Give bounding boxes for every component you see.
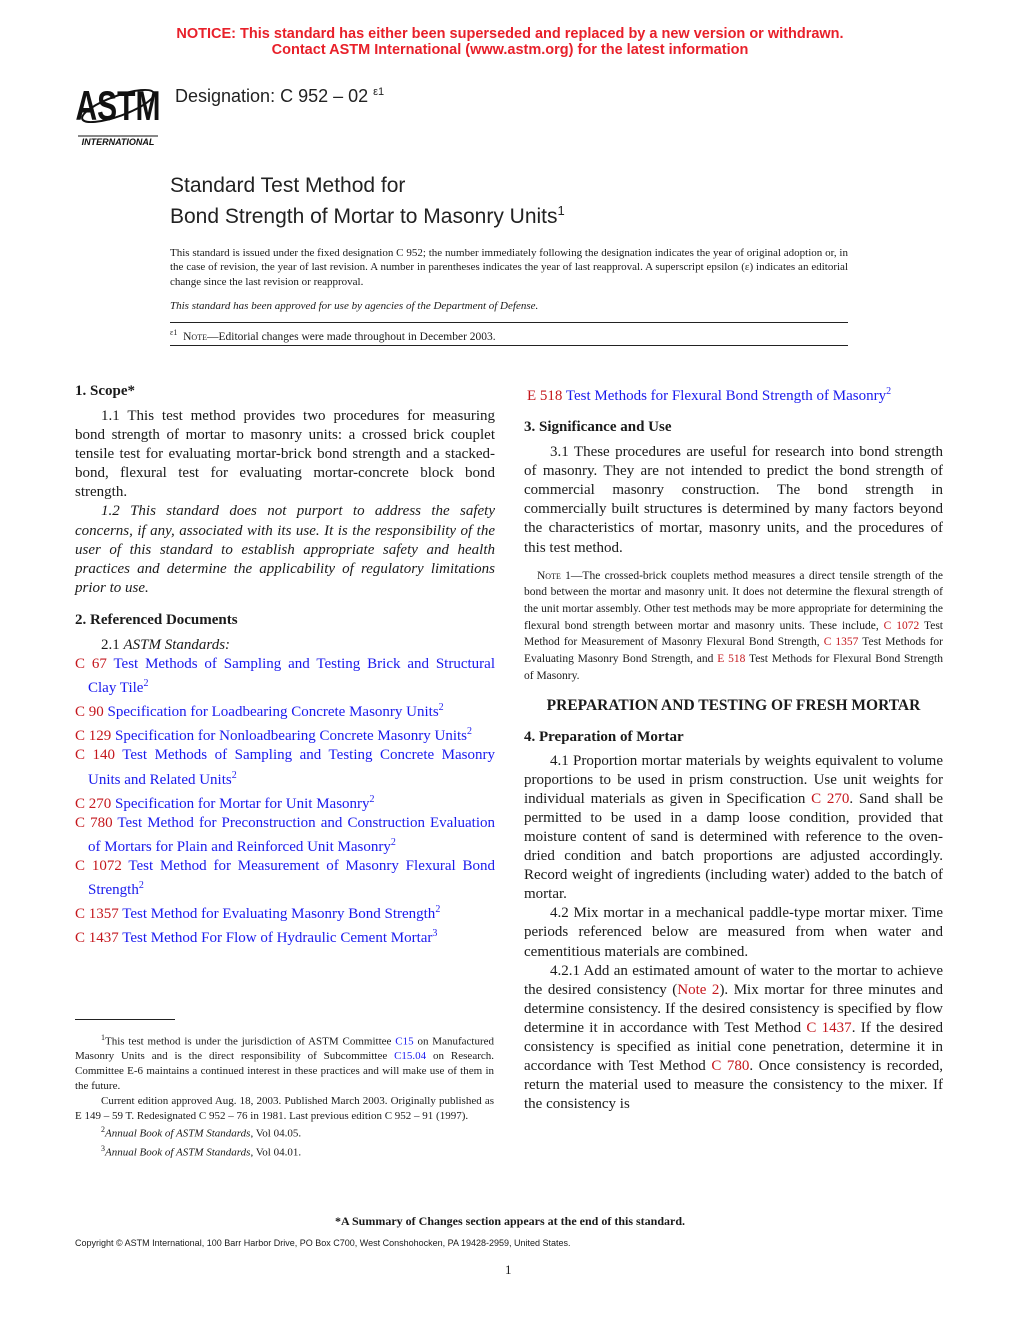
reference-title-link[interactable]: Test Methods for Flexural Bond Strength of Masonry <box>565 388 887 404</box>
committee-link[interactable]: C15 <box>395 1035 414 1048</box>
reference-list <box>524 382 943 406</box>
document-title <box>170 173 565 229</box>
text-run: . Sand shall be permitted to be used in a damp loose condition, provided that moisture content of sand is determined with reference to the oven-dried condition and batch proportions are adjusted accordingly. Record weight of ingredients (including water) added to the batch of mortar. <box>524 790 943 903</box>
reference-title-link[interactable]: Test Method for Measurement of Masonry Flexural Bond Strength <box>88 857 495 898</box>
paragraph: 3.1 These procedures are useful for research into bond strength of masonry. They are not intended to predict the bond strength of commercial masonry construction. The bond strength in commercially built structures is determined by many factors beyond the characteristics of mortar, masonry units, and the procedures of this test method. <box>524 444 943 556</box>
footnote-marker: 2 <box>101 1125 105 1135</box>
safety-paragraph: 1.2 This standard does not purport to address the safety concerns, if any, associated with its use. It is the responsibility of the user of this standard to establish appropriate safety and health practices and determine the applicability of regulatory limitations prior to use. <box>75 503 495 596</box>
reference-code-link[interactable]: E 518 <box>527 388 566 404</box>
cross-reference-link[interactable]: C 1357 <box>823 636 859 649</box>
reference-title-link[interactable]: Test Methods of Sampling and Testing Concrete Masonry Units and Related Units <box>88 747 496 788</box>
reference-title-link[interactable]: Specification for Mortar for Unit Masonry <box>115 795 370 812</box>
editorial-text: —Editorial changes were made throughout in December 2003. <box>206 330 496 343</box>
reference-item[interactable] <box>75 655 495 698</box>
designation-epsilon: ε1 <box>373 86 385 98</box>
text-run: . If the desired consistency is specified as initial cone penetration, determine it in accordance with Test Method <box>524 1019 943 1075</box>
section-heading: 1. Scope* <box>75 383 135 399</box>
editorial-note <box>170 328 496 343</box>
reference-item[interactable] <box>75 900 495 924</box>
title-footnote-ref: 1 <box>557 203 565 218</box>
text-run: on Manufactured Masonry Units and is the direct responsibility of Subcommittee <box>75 1035 494 1063</box>
text-run: Annual Book of ASTM Standards <box>105 1146 251 1159</box>
text-run: 4.1 Proportion mortar materials by weights equivalent to volume proportions to be used in prism construction. Use unit weights for individual materials as given in Specification <box>524 752 943 807</box>
text-run: 4.2.1 Add an estimated amount of water to the mortar to achieve the desired consistency ( <box>524 962 943 998</box>
page-number: 1 <box>505 1262 512 1277</box>
preamble: This standard is issued under the fixed designation C 952; the number immediately following the designation indicates the year of original adoption or, in the case of revision, the year of last revision. A number in parentheses indicates the year of last reapproval. A superscript epsilon (ε) indicates an editorial change since the last revision or reapproval. <box>170 247 848 288</box>
text-run: Test Methods for Flexural Bond Strength of Masonry. <box>524 653 943 682</box>
divider <box>170 345 848 346</box>
section-heading: 4. Preparation of Mortar <box>524 728 684 745</box>
title-line-1: Standard Test Method for <box>170 174 406 197</box>
cross-reference-link[interactable]: E 518 <box>717 653 746 666</box>
right-column <box>524 382 943 1114</box>
reference-code-link[interactable]: C 1072 <box>75 857 129 874</box>
text-run: , Vol 04.05. <box>250 1128 302 1141</box>
text-run: 4.2 Mix mortar in a mechanical paddle-type mortar mixer. Time periods referenced below are measured from when water and cementitious materials are combined. <box>524 905 943 960</box>
note-label: Note <box>183 330 207 343</box>
footnote-marker: 2 <box>390 836 396 848</box>
reference-item[interactable] <box>75 814 495 857</box>
footnote-marker: 2 <box>231 769 237 781</box>
footnote-marker: 2 <box>435 904 441 916</box>
cross-reference-link[interactable]: C 1072 <box>883 619 920 632</box>
footnote-marker: 2 <box>438 702 444 714</box>
paragraph-4-2 <box>524 904 943 961</box>
supersede-notice <box>0 26 1020 58</box>
dod-approval: This standard has been approved for use by agencies of the Department of Defense. <box>170 300 539 312</box>
title-line-2: Bond Strength of Mortar to Masonry Units <box>170 205 558 228</box>
section-heading: 3. Significance and Use <box>524 419 672 436</box>
footnote-marker: 2 <box>467 726 473 738</box>
text-run: Current edition approved Aug. 18, 2003. Published March 2003. Originally published as E 149 – 59 T. Redesignated C 952 – 76 in 1981. Last previous edition C 952 – 91 (1997). <box>75 1094 494 1122</box>
footnote-marker: 2 <box>886 386 892 397</box>
footnote-rule <box>75 1019 175 1020</box>
reference-title-link[interactable]: Specification for Loadbearing Concrete Masonry Units <box>107 704 439 721</box>
note-label: Note <box>537 569 561 582</box>
committee-link[interactable]: C15.04 <box>394 1050 427 1063</box>
footnote-marker: 1 <box>101 1033 105 1042</box>
cross-reference-link[interactable]: Note 2 <box>677 981 720 998</box>
text-run: Test Method for Measurement of Masonry Flexural Bond Strength, <box>524 619 943 649</box>
footnote-marker: 3 <box>101 1143 105 1153</box>
left-column <box>75 382 495 948</box>
reference-title-link[interactable]: Test Method for Evaluating Masonry Bond Strength <box>122 906 436 923</box>
footnote-2 <box>75 1123 494 1141</box>
text-run: . Once consistency is recorded, return the material used to measure the consistency to the mixer. If the consistency is <box>524 1058 943 1113</box>
cross-reference-link[interactable]: C 270 <box>811 790 850 807</box>
reference-code-link[interactable]: C 1437 <box>75 930 123 947</box>
reference-title-link[interactable]: Test Methods of Sampling and Testing Brick and Structural Clay Tile <box>88 656 495 697</box>
paragraph: 1.1 This test method provides two procedures for measuring bond strength of mortar to masonry units: a crossed brick couplet tensile test for evaluating mortar-brick bond strength and a stacked-bond, flexural test for evaluating mortar-concrete block bond strength. <box>75 408 495 501</box>
footnotes <box>75 1031 494 1160</box>
footnote-3 <box>75 1142 494 1160</box>
reference-item[interactable] <box>75 746 495 789</box>
paragraph-4-1 <box>524 752 943 905</box>
reference-title-link[interactable]: Test Method For Flow of Hydraulic Cement Mortar <box>122 930 433 947</box>
reference-code-link[interactable]: C 67 <box>75 656 114 673</box>
svg-text:INTERNATIONAL: INTERNATIONAL <box>81 137 155 147</box>
section-heading: 2. Referenced Documents <box>75 611 238 628</box>
notice-line-2: Contact ASTM International (www.astm.org) for the latest information <box>271 42 749 58</box>
text-run: ). Mix mortar for three minutes and determine consistency. If the desired consistency is specified by flow determine it in accordance with Test Method <box>524 981 944 1036</box>
footnote-marker: 3 <box>432 928 438 940</box>
designation <box>175 86 384 107</box>
reference-code-link[interactable]: C 780 <box>75 814 118 831</box>
reference-item[interactable] <box>527 382 943 406</box>
reference-item[interactable] <box>75 857 495 900</box>
notice-line-1: NOTICE: This standard has either been superseded and replaced by a new version or withdrawn. <box>176 26 844 42</box>
footnote-marker: 2 <box>143 678 149 690</box>
text-run: This test method is under the jurisdiction of ASTM Committee <box>105 1035 396 1048</box>
footnote-1 <box>75 1031 494 1094</box>
svg-text:ASTM: ASTM <box>76 82 160 130</box>
paragraph-4-2-1 <box>524 962 943 1115</box>
reference-code-link[interactable]: C 129 <box>75 728 116 745</box>
note-1 <box>524 568 943 685</box>
reference-item[interactable] <box>75 698 495 722</box>
subsection <box>75 636 495 655</box>
astm-logo <box>76 78 160 150</box>
reference-item[interactable] <box>75 790 495 814</box>
footnote-marker: 2 <box>138 879 144 891</box>
footnote-marker: 2 <box>369 793 375 805</box>
subsection-number: 2.1 <box>101 636 124 653</box>
reference-code-link[interactable]: C 270 <box>75 795 116 812</box>
reference-title-link[interactable]: Test Method for Preconstruction and Construction Evaluation of Mortars for Plain and Reinforced Unit Masonry <box>88 814 495 855</box>
part-heading: PREPARATION AND TESTING OF FRESH MORTAR <box>546 696 921 714</box>
reference-item[interactable] <box>75 722 495 746</box>
subsection-title: ASTM Standards: <box>123 636 231 653</box>
designation-label: Designation: C 952 – 02 <box>175 86 369 106</box>
divider <box>170 322 848 323</box>
reference-code-link[interactable]: C 90 <box>75 704 108 721</box>
reference-code-link[interactable]: C 140 <box>75 747 123 764</box>
text-run: on Research. Committee E-6 maintains a continued interest in these practices and will make use of them in the future. <box>75 1050 494 1093</box>
reference-list <box>75 655 495 948</box>
cross-reference-link[interactable]: C 780 <box>711 1058 750 1075</box>
epsilon: ε1 <box>170 328 178 337</box>
cross-reference-link[interactable]: C 1437 <box>806 1019 852 1036</box>
copyright: Copyright © ASTM International, 100 Barr Harbor Drive, PO Box C700, West Conshohocken, PA 19428-2959, United States. <box>75 1238 571 1248</box>
reference-code-link[interactable]: C 1357 <box>75 906 123 923</box>
reference-item[interactable] <box>75 924 495 948</box>
text-run: , Vol 04.01. <box>250 1146 302 1159</box>
reference-title-link[interactable]: Specification for Nonloadbearing Concrete Masonry Units <box>115 728 468 745</box>
footnote-1-edition <box>75 1094 494 1124</box>
text-run: Annual Book of ASTM Standards <box>105 1128 251 1141</box>
text-run: Test Methods for Evaluating Masonry Bond Strength, and <box>524 636 944 666</box>
text-run: 1—The crossed-brick couplets method measures a direct tensile strength of the bond between the mortar and masonry unit. It does not determine the flexural strength of the unit mortar assembly. Other test methods may be more appropriate for determining the flexural bond strength between mortar and masonry units. These include, <box>524 569 943 632</box>
summary-notice: *A Summary of Changes section appears at the end of this standard. <box>334 1214 686 1228</box>
